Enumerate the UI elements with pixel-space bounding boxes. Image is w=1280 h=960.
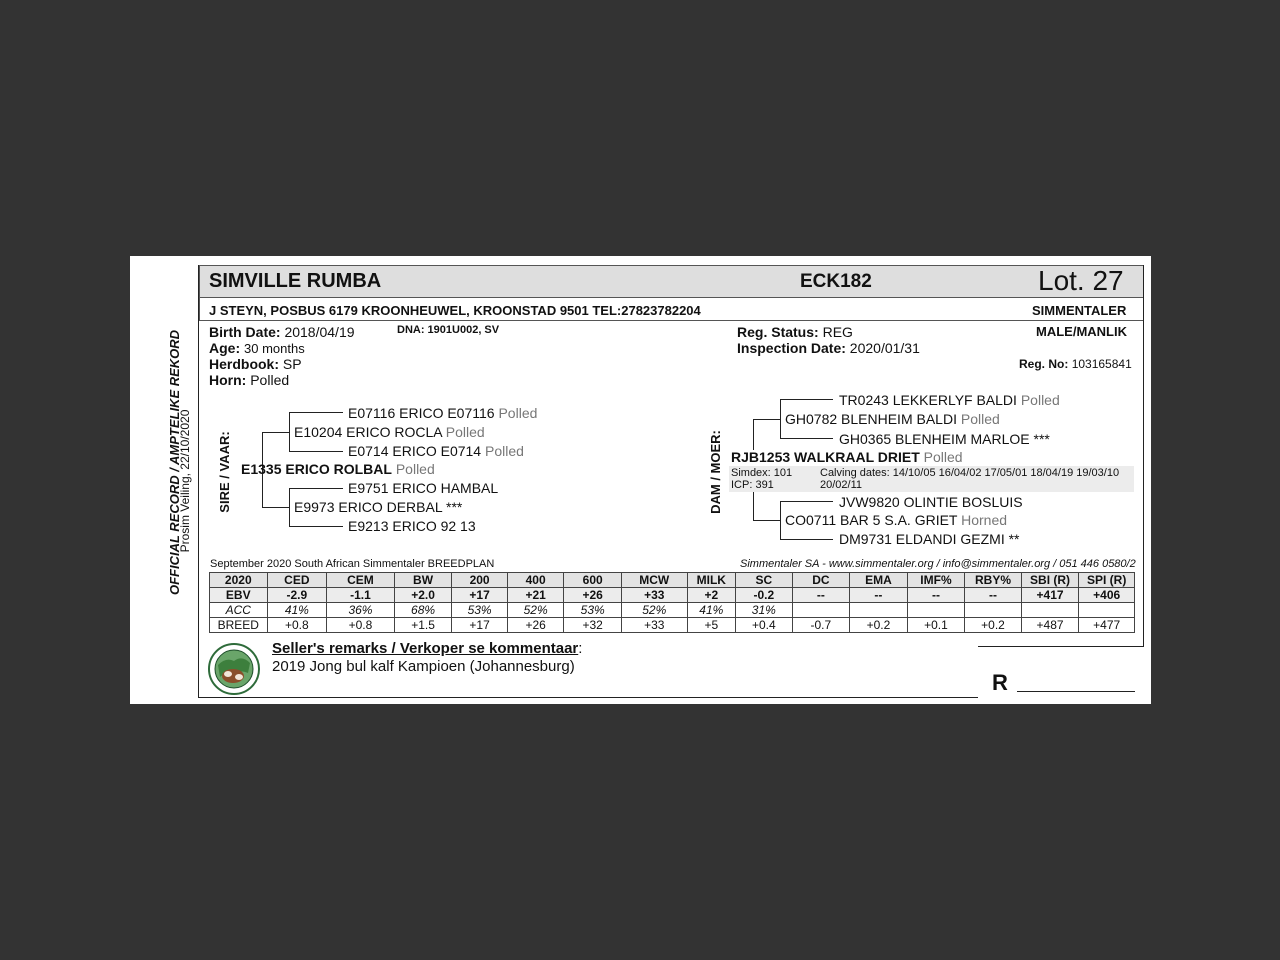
breedplan-caption: September 2020 South African Simmentaler BREEDPLAN — [210, 558, 495, 570]
table-cell: +5 — [687, 618, 735, 633]
birth-date: Birth Date: 2018/04/19 — [209, 324, 355, 340]
sire-granddam-dam: E9213 ERICO 92 13 — [348, 518, 476, 534]
table-cell — [907, 603, 965, 618]
table-cell: +0.8 — [267, 618, 327, 633]
table-cell: +477 — [1079, 618, 1135, 633]
dam-simdex: Simdex: 101 — [731, 467, 793, 479]
dam-calving-dates-cont: 20/02/11 — [820, 479, 863, 491]
reg-number: Reg. No: 103165841 — [1019, 357, 1132, 371]
remarks-title: Seller's remarks / Verkoper se kommentaar: — [272, 640, 583, 657]
table-cell: -0.2 — [736, 588, 793, 603]
table-cell — [965, 603, 1022, 618]
table-cell: MCW — [621, 573, 687, 588]
table-cell: 41% — [267, 603, 327, 618]
table-cell: +406 — [1079, 588, 1135, 603]
sex: MALE/MANLIK — [1036, 324, 1127, 339]
sire-granddam-sire: E9751 ERICO HAMBAL — [348, 480, 499, 496]
table-cell: MILK — [687, 573, 735, 588]
table-cell: -0.7 — [792, 618, 850, 633]
table-cell: BW — [394, 573, 452, 588]
price-line — [1017, 691, 1135, 692]
table-cell: +33 — [621, 588, 687, 603]
table-cell: 52% — [507, 603, 564, 618]
table-cell: +487 — [1021, 618, 1079, 633]
ebv-row — [210, 588, 1135, 603]
table-cell: +2 — [687, 588, 735, 603]
price-label: R — [992, 670, 1008, 695]
table-cell: +0.2 — [850, 618, 908, 633]
sire-main: E1335 ERICO ROLBAL Polled — [241, 461, 435, 477]
table-cell: 68% — [394, 603, 452, 618]
table-cell — [792, 603, 850, 618]
sire-granddam: E9973 ERICO DERBAL *** — [294, 499, 463, 515]
table-cell: -- — [965, 588, 1022, 603]
table-cell: +2.0 — [394, 588, 452, 603]
table-cell: -2.9 — [267, 588, 327, 603]
table-cell: +0.1 — [907, 618, 965, 633]
table-cell: SBI (R) — [1021, 573, 1079, 588]
table-cell: DC — [792, 573, 850, 588]
table-cell: -- — [792, 588, 850, 603]
owner-details: J STEYN, POSBUS 6179 KROONHEUWEL, KROONSTAD 9501 TEL:27823782204 — [209, 303, 701, 318]
table-cell: CEM — [327, 573, 395, 588]
table-cell: 2020 — [210, 573, 268, 588]
horn: Horn: Polled — [209, 372, 290, 388]
table-cell — [1079, 603, 1135, 618]
sale-label: Prosim Veiling, 22/10/2020 — [178, 409, 192, 553]
herdbook: Herdbook: SP — [209, 356, 302, 372]
acc-row — [210, 603, 1135, 618]
table-cell: BREED — [210, 618, 268, 633]
table-cell: IMF% — [907, 573, 965, 588]
table-cell: +0.2 — [965, 618, 1022, 633]
table-cell: +417 — [1021, 588, 1079, 603]
table-cell: +33 — [621, 618, 687, 633]
table-cell: +0.4 — [736, 618, 793, 633]
dam-granddam: CO0711 BAR 5 S.A. GRIET Horned — [785, 512, 1008, 528]
remarks-text: 2019 Jong bul kalf Kampioen (Johannesburg) — [272, 658, 575, 675]
dam-label: DAM / MOER: — [708, 430, 723, 514]
table-cell: -1.1 — [327, 588, 395, 603]
dam-grandsire-sire: TR0243 LEKKERLYF BALDI Polled — [839, 392, 1060, 408]
dna-info: DNA: 1901U002, SV — [397, 324, 500, 336]
table-cell: ACC — [210, 603, 268, 618]
dam-icp: ICP: 391 — [731, 479, 774, 491]
table-cell — [1021, 603, 1079, 618]
table-cell: +26 — [564, 588, 622, 603]
animal-code: ECK182 — [800, 271, 872, 292]
table-cell: EMA — [850, 573, 908, 588]
breedplan-contact: Simmentaler SA - www.simmentaler.org / info@simmentaler.org / 051 446 0580/2 — [740, 558, 1136, 570]
table-cell: EBV — [210, 588, 268, 603]
table-cell: +17 — [452, 618, 508, 633]
table-cell: +17 — [452, 588, 508, 603]
reg-status: Reg. Status: REG — [737, 324, 853, 340]
table-cell — [850, 603, 908, 618]
table-cell: RBY% — [965, 573, 1022, 588]
sire-label: SIRE / VAAR: — [217, 431, 232, 513]
ebv-header-row — [210, 573, 1135, 588]
table-cell: 31% — [736, 603, 793, 618]
table-cell: SPI (R) — [1079, 573, 1135, 588]
table-cell: 36% — [327, 603, 395, 618]
inspection-date: Inspection Date: 2020/01/31 — [737, 340, 920, 356]
table-cell: 41% — [687, 603, 735, 618]
sire-grandsire: E10204 ERICO ROCLA Polled — [294, 424, 485, 440]
simmentaler-logo-icon — [208, 643, 260, 695]
table-cell: 200 — [452, 573, 508, 588]
table-cell: SC — [736, 573, 793, 588]
table-cell: -- — [850, 588, 908, 603]
dam-granddam-sire: JVW9820 OLINTIE BOSLUIS — [839, 494, 1023, 510]
table-cell: 600 — [564, 573, 622, 588]
ebv-table — [209, 572, 1135, 633]
table-cell: CED — [267, 573, 327, 588]
dam-granddam-dam: DM9731 ELDANDI GEZMI ** — [839, 531, 1020, 547]
breed-name: SIMMENTALER — [1032, 303, 1127, 318]
table-cell: 53% — [452, 603, 508, 618]
table-cell: +26 — [507, 618, 564, 633]
table-cell: +1.5 — [394, 618, 452, 633]
animal-name: SIMVILLE RUMBA — [209, 270, 382, 292]
table-cell: +32 — [564, 618, 622, 633]
sire-grandsire-dam: E0714 ERICO E0714 Polled — [348, 443, 524, 459]
table-cell: 52% — [621, 603, 687, 618]
table-cell: 53% — [564, 603, 622, 618]
dam-calving-dates: Calving dates: 14/10/05 16/04/02 17/05/01 18/04/19 19/03/10 — [820, 467, 1120, 479]
table-cell: -- — [907, 588, 965, 603]
lot-number: Lot. 27 — [1038, 265, 1124, 296]
dam-main: RJB1253 WALKRAAL DRIET Polled — [731, 449, 963, 465]
table-cell: +21 — [507, 588, 564, 603]
breed-row — [210, 618, 1135, 633]
table-cell: +0.8 — [327, 618, 395, 633]
age: Age: 30 months — [209, 340, 305, 356]
dam-grandsire: GH0782 BLENHEIM BALDI Polled — [785, 411, 1000, 427]
table-cell: 400 — [507, 573, 564, 588]
sire-grandsire-sire: E07116 ERICO E07116 Polled — [348, 405, 538, 421]
official-record-label: OFFICIAL RECORD / AMPTELIKE REKORD — [167, 329, 182, 595]
dam-grandsire-dam: GH0365 BLENHEIM MARLOE *** — [839, 431, 1050, 447]
